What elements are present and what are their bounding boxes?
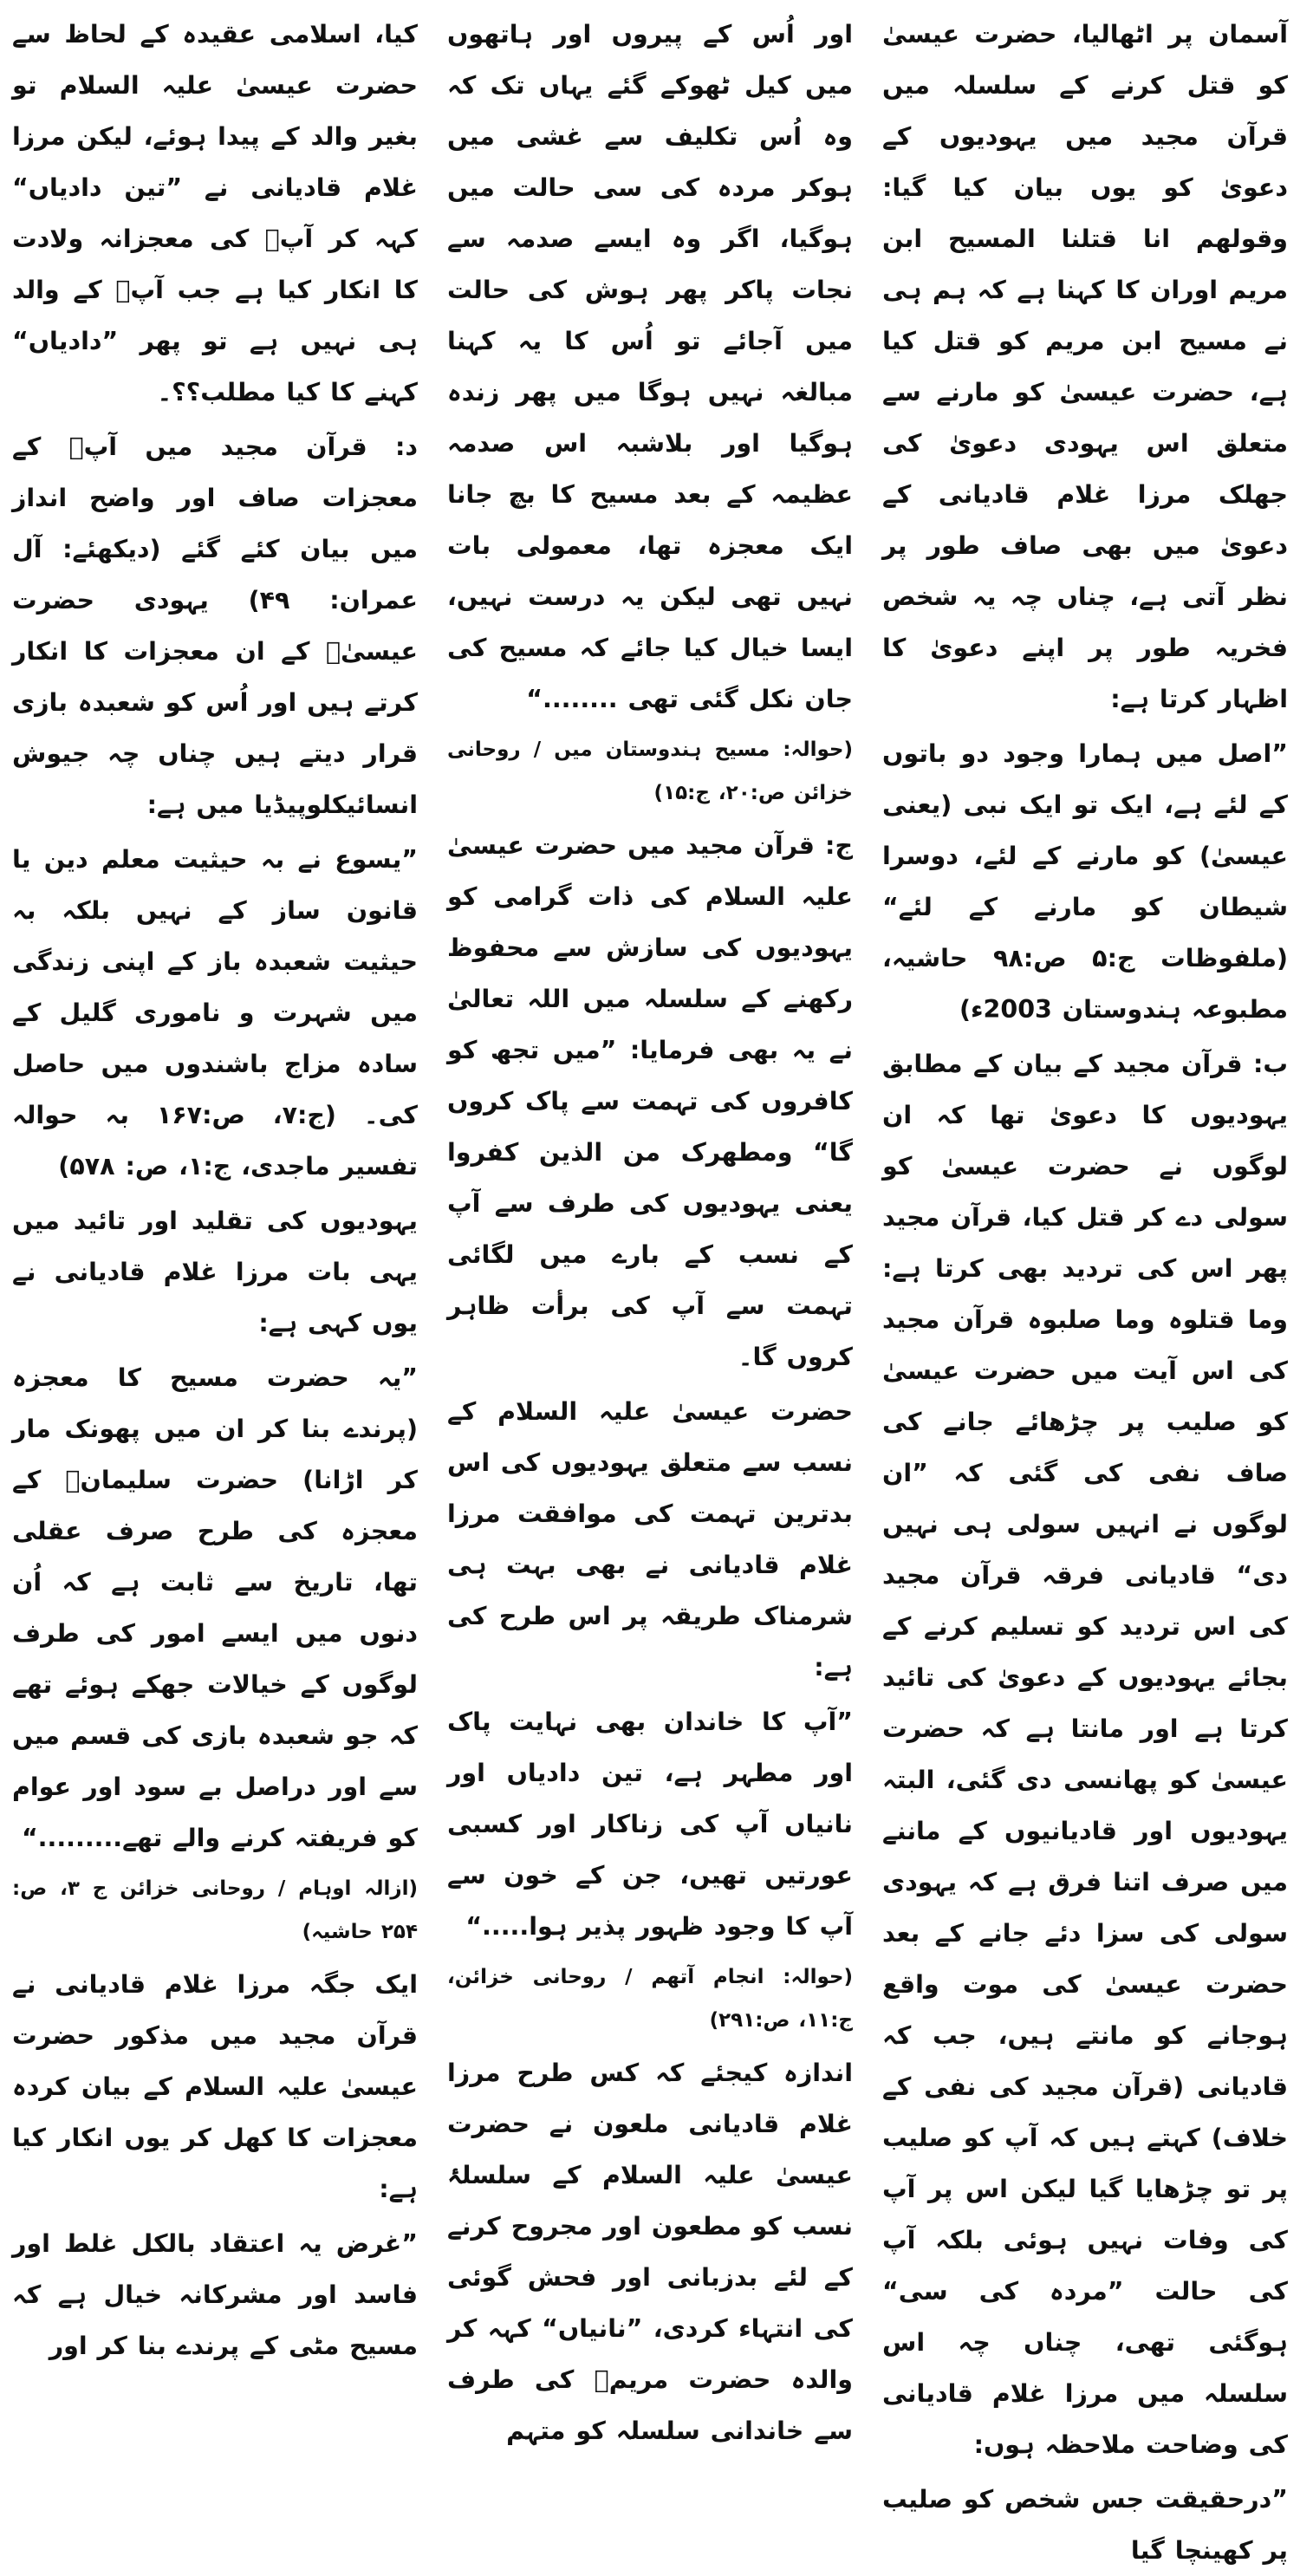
quotation: ”اصل میں ہمارا وجود دو باتوں کے لئے ہے، ایک تو ایک نبی (یعنی عیسیٰ) کو مارنے کے لئے، دوسرا شیطان کو مارنے کے لئے“ (ملفوظات ج:۵ ص:۹۸ حاشیہ، مطبوعہ ہندوستان 2003ء) — [882, 739, 1288, 1024]
paragraph: حضرت عیسیٰ علیہ السلام کے نسب سے متعلق یہودیوں کی اس بدترین تہمت کی موافقت مرزا غلام قادیانی نے بھی بہت ہی شرمناک طریقہ پر اس طرح کی ہے: — [447, 1397, 853, 1682]
column-left — [12, 9, 418, 2360]
quotation: ”غرض یہ اعتقاد بالکل غلط اور فاسد اور مشرکانہ خیال ہے کہ مسیح مٹی کے پرندے بنا کر اور — [12, 2229, 418, 2360]
paragraph: اندازہ کیجئے کہ کس طرح مرزا غلام قادیانی ملعون نے حضرت عیسیٰ علیہ السلام کے سلسلۂ نسب کو مطعون اور مجروح کرنے کے لئے بدزبانی اور فحش گوئی کی انتہاء کردی، ”نانیاں“ کہہ کر والدہ حضرت مریمؑ کی طرف سے خاندانی سلسلہ کو متہم — [447, 2059, 853, 2445]
newspaper-page — [12, 9, 1288, 2565]
reference: (حوالہ: مسیح ہندوستان میں / روحانی خزائن ص:۲۰، ج:۱۵) — [447, 738, 853, 804]
paragraph: ایک جگہ مرزا غلام قادیانی نے قرآن مجید میں مذکور حضرت عیسیٰ علیہ السلام کے بیان کردہ معجزات کا کھل کر یوں انکار کیا ہے: — [12, 1970, 418, 2203]
reference: (حوالہ: انجام آتھم / روحانی خزائن، ج:۱۱، ص:۲۹۱) — [447, 1966, 853, 2032]
reference: (ازالہ اوہام / روحانی خزائن ج ۳، ص: ۲۵۴ حاشیہ) — [12, 1877, 418, 1943]
paragraph: ج: قرآن مجید میں حضرت عیسیٰ علیہ السلام کی ذات گرامی کو یہودیوں کی سازش سے محفوظ رکھنے کے سلسلہ میں اللہ تعالیٰ نے یہ بھی فرمایا: ”میں تجھ کو کافروں کی تہمت سے پاک کروں گا“ ومطھرک من الذین کفروا یعنی یہودیوں کی طرف سے آپ کے نسب کے بارے میں لگائی تہمت سے آپ کی برأت ظاہر کروں گا۔ — [447, 831, 853, 1371]
column-right — [882, 9, 1288, 2565]
paragraph: د: قرآن مجید میں آپؑ کے معجزات صاف اور واضح انداز میں بیان کئے گئے (دیکھئے: آل عمران: ۴۹) یہودی حضرت عیسیٰؑ کے ان معجزات کا انکار کرتے ہیں اور اُس کو شعبدہ بازی قرار دیتے ہیں چناں چہ جیوش انسائیکلوپیڈیا میں ہے: — [12, 433, 418, 819]
column-middle — [447, 9, 853, 2445]
quotation: ”آپ کا خاندان بھی نہایت پاک اور مطہر ہے، تین دادیاں اور نانیاں آپ کی زناکار اور کسبی عورتیں تھیں، جن کے خون سے آپ کا وجود ظہور پذیر ہوا.....“ — [447, 1708, 853, 1941]
paragraph: کیا، اسلامی عقیدہ کے لحاظ سے حضرت عیسیٰ علیہ السلام تو بغیر والد کے پیدا ہوئے، لیکن مرزا غلام قادیانی نے ”تین دادیاں“ کہہ کر آپؑ کی معجزانہ ولادت کا انکار کیا ہے جب آپؑ کے والد ہی نہیں ہے تو پھر ”دادیاں“ کہنے کا کیا مطلب؟؟۔ — [12, 20, 418, 407]
quotation: ”یہ حضرت مسیح کا معجزہ (پرندے بنا کر ان میں پھونک مار کر اڑانا) حضرت سلیمانؑ کے معجزہ کی طرح صرف عقلی تھا، تاریخ سے ثابت ہے کہ اُن دنوں میں ایسے امور کی طرف لوگوں کے خیالات جھکے ہوئے تھے کہ جو شعبدہ بازی کی قسم میں سے اور دراصل بے سود اور عوام کو فریفتہ کرنے والے تھے.........“ — [12, 1363, 418, 1852]
quotation: ”درحقیقت جس شخص کو صلیب پر کھینچا گیا — [882, 2485, 1288, 2565]
paragraph: آسمان پر اٹھالیا، حضرت عیسیٰ کو قتل کرنے کے سلسلہ میں قرآن مجید میں یہودیوں کے دعویٰ کو یوں بیان کیا گیا: وقولھم انا قتلنا المسیح ابن مریم اوران کا کہنا ہے کہ ہم ہی نے مسیح ابن مریم کو قتل کیا ہے، حضرت عیسیٰ کو مارنے سے متعلق اس یہودی دعویٰ کی جھلک مرزا غلام قادیانی کے دعویٰ میں بھی صاف طور پر نظر آتی ہے، چناں چہ یہ شخص فخریہ طور پر اپنے دعویٰ کا اظہار کرتا ہے: — [882, 20, 1288, 713]
quotation: اور اُس کے پیروں اور ہاتھوں میں کیل ٹھوکے گئے یہاں تک کہ وہ اُس تکلیف سے غشی میں ہوکر مردہ کی سی حالت میں ہوگیا، اگر وہ ایسے صدمہ سے نجات پاکر پھر ہوش کی حالت میں آجائے تو اُس کا یہ کہنا مبالغہ نہیں ہوگا میں پھر زندہ ہوگیا اور بلاشبہ اس صدمہ عظیمہ کے بعد مسیح کا بچ جانا ایک معجزہ تھا، معمولی بات نہیں تھی لیکن یہ درست نہیں، ایسا خیال کیا جائے کہ مسیح کی جان نکل گئی تھی ........“ — [447, 20, 853, 713]
quotation: ”یسوع نے بہ حیثیت معلم دین یا قانون ساز کے نہیں بلکہ بہ حیثیت شعبدہ باز کے اپنی زندگی میں شہرت و ناموری گلیل کے سادہ مزاج باشندوں میں حاصل کی۔ (ج:۷، ص:۱۶۷ بہ حوالہ تفسیر ماجدی، ج:۱، ص: ۵۷۸) — [12, 845, 418, 1181]
paragraph: ب: قرآن مجید کے بیان کے مطابق یہودیوں کا دعویٰ تھا کہ ان لوگوں نے حضرت عیسیٰ کو سولی دے کر قتل کیا، قرآن مجید پھر اس کی تردید بھی کرتا ہے: وما قتلوہ وما صلبوہ قرآن مجید کی اس آیت میں حضرت عیسیٰ کو صلیب پر چڑھائے جانے کی صاف نفی کی گئی کہ ”ان لوگوں نے انہیں سولی ہی نہیں دی“ قادیانی فرقہ قرآن مجید کی اس تردید کو تسلیم کرنے کے بجائے یہودیوں کے دعویٰ کی تائید کرتا ہے اور مانتا ہے کہ حضرت عیسیٰ کو پھانسی دی گئی، البتہ یہودیوں اور قادیانیوں کے ماننے میں صرف اتنا فرق ہے کہ یہودی سولی کی سزا دئے جانے کے بعد حضرت عیسیٰ کی موت واقع ہوجانے کو مانتے ہیں، جب کہ قادیانی (قرآن مجید کی نفی کے خلاف) کہتے ہیں کہ آپ کو صلیب پر تو چڑھایا گیا لیکن اس پر آپ کی وفات نہیں ہوئی بلکہ آپ کی حالت ”مردہ کی سی“ ہوگئی تھی، چناں چہ اس سلسلہ میں مرزا غلام قادیانی کی وضاحت ملاحظہ ہوں: — [882, 1050, 1288, 2459]
paragraph: یہودیوں کی تقلید اور تائید میں یہی بات مرزا غلام قادیانی نے یوں کہی ہے: — [12, 1207, 418, 1337]
